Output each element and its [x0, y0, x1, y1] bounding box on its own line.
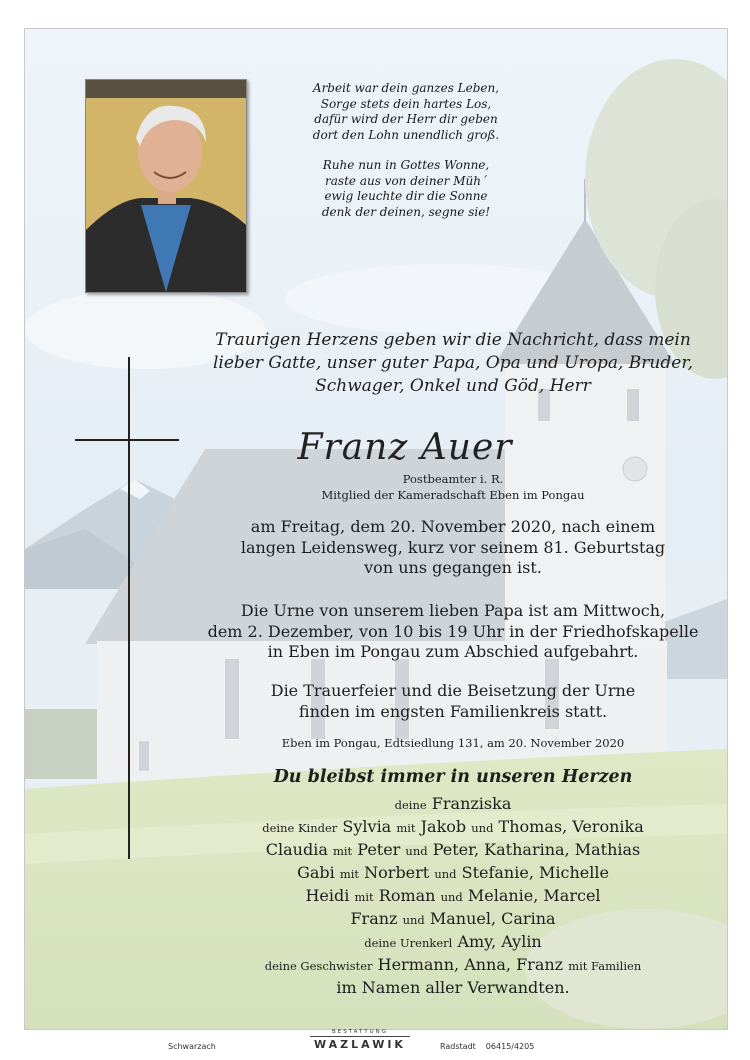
connector: und [434, 867, 457, 881]
prefix: deine Geschwister [264, 959, 373, 973]
notice-line: am Freitag, dem 20. November 2020, nach einem [250, 517, 656, 536]
mourner-line-spouse [185, 793, 721, 816]
deceased-details [185, 471, 721, 503]
grandchild-names: Manuel, Carina [429, 909, 556, 928]
connector: und [440, 890, 463, 904]
connector: mit [396, 821, 416, 835]
notice-line: Die Urne von unserem lieben Papa ist am Mittwoch, [240, 601, 666, 620]
memorial-poem [281, 81, 531, 235]
footer-location-left: Schwarzach [168, 1042, 216, 1051]
logo-brand: WAZLAWIK [310, 1036, 410, 1051]
footer [150, 1028, 570, 1054]
poem-line: Sorge stets dein hartes Los, [320, 96, 492, 111]
death-notice [185, 517, 721, 579]
announcement-intro [185, 329, 721, 398]
funeral-home-logo [310, 1028, 410, 1051]
prefix: deine Urenkerl [364, 936, 453, 950]
connector: mit [332, 844, 353, 858]
urn-notice [185, 601, 721, 663]
partner-name: Jakob [420, 817, 467, 836]
mourners-list [185, 793, 721, 999]
child-name: Claudia [265, 840, 328, 859]
prefix: deine Kinder [262, 821, 338, 835]
cross-icon [128, 357, 130, 859]
cross-icon-bar [75, 439, 179, 441]
spouse-name: Franziska [431, 794, 512, 813]
mourner-line-siblings [185, 954, 721, 977]
poem-line: dort den Lohn unendlich groß. [312, 127, 500, 142]
mourner-line-children [185, 816, 721, 839]
notice-line: finden im engsten Familienkreis statt. [298, 701, 608, 721]
logo-caption: BESTATTUNG [331, 1029, 389, 1035]
poem-line: Ruhe nun in Gottes Wonne, [322, 158, 490, 172]
child-name: Franz [350, 909, 398, 928]
partner-name: Norbert [364, 863, 430, 882]
mourner-line-closing [185, 977, 721, 999]
grandchild-names: Stefanie, Michelle [461, 863, 609, 882]
footer-town: Radstadt [440, 1042, 476, 1051]
funeral-notice [185, 681, 721, 722]
mourner-line-gabi [185, 862, 721, 885]
poem-line: ewig leuchte dir die Sonne [324, 189, 488, 203]
connector: und [405, 844, 428, 858]
poem-line: dafür wird der Herr dir geben [314, 112, 498, 126]
place-and-date: Eben im Pongau, Edtsiedlung 131, am 20. November 2020 [281, 736, 625, 750]
great-grandchild-names: Amy, Aylin [457, 932, 542, 951]
poem-line: Arbeit war dein ganzes Leben, [312, 81, 500, 95]
mourner-line-heidi [185, 885, 721, 908]
footer-phone: 06415/4205 [485, 1042, 535, 1051]
notice-line: Die Trauerfeier und die Beisetzung der Urne [270, 681, 636, 700]
poem-stanza [281, 81, 531, 143]
partner-name: Roman [378, 886, 436, 905]
deceased-name: Franz Auer [297, 427, 513, 468]
closing-text: im Namen aller Verwandten. [336, 978, 570, 997]
grandchild-names: Thomas, Veronika [498, 817, 644, 836]
notice-line: dem 2. Dezember, von 10 bis 19 Uhr in der Friedhofskapelle [207, 621, 699, 641]
child-name: Sylvia [342, 817, 392, 836]
obituary-card [24, 28, 728, 1030]
deceased-membership: Mitglied der Kameradschaft Eben im Pongau [321, 488, 585, 502]
poem-stanza [281, 158, 531, 220]
grandchild-names: Peter, Katharina, Mathias [432, 840, 641, 859]
partner-name: Peter [357, 840, 401, 859]
mourner-line-claudia [185, 839, 721, 862]
deceased-title: Postbeamter i. R. [402, 472, 504, 486]
sibling-names: Hermann, Anna, Franz [377, 955, 564, 974]
mourner-line-great-grandchildren [185, 931, 721, 954]
intro-line: Schwager, Onkel und Göd, Herr [315, 376, 591, 396]
poem-line: denk der deinen, segne sie! [321, 204, 491, 219]
connector: mit [354, 890, 374, 904]
intro-line: lieber Gatte, unser guter Papa, Opa und Uropa, Bruder, [213, 353, 693, 373]
footer-location-right [440, 1042, 534, 1051]
suffix: mit Familien [568, 959, 642, 973]
notice-line: langen Leidensweg, kurz vor seinem 81. Geburtstag [240, 537, 666, 557]
connector: mit [339, 867, 360, 881]
grandchild-names: Melanie, Marcel [467, 886, 601, 905]
connector: und [402, 913, 425, 927]
prefix: deine [394, 798, 427, 812]
notice-line: von uns gegangen ist. [364, 558, 542, 577]
notice-line: in Eben im Pongau zum Abschied aufgebahrt. [267, 642, 639, 661]
poem-line: raste aus von deiner Müh´ [325, 173, 487, 188]
connector: und [471, 821, 494, 835]
child-name: Heidi [305, 886, 350, 905]
intro-line: Traurigen Herzens geben wir die Nachricht, dass mein [215, 330, 691, 350]
motto: Du bleibst immer in unseren Herzen [273, 767, 633, 787]
portrait-photo [85, 79, 247, 293]
child-name: Gabi [297, 863, 335, 882]
mourner-line-franz [185, 908, 721, 931]
